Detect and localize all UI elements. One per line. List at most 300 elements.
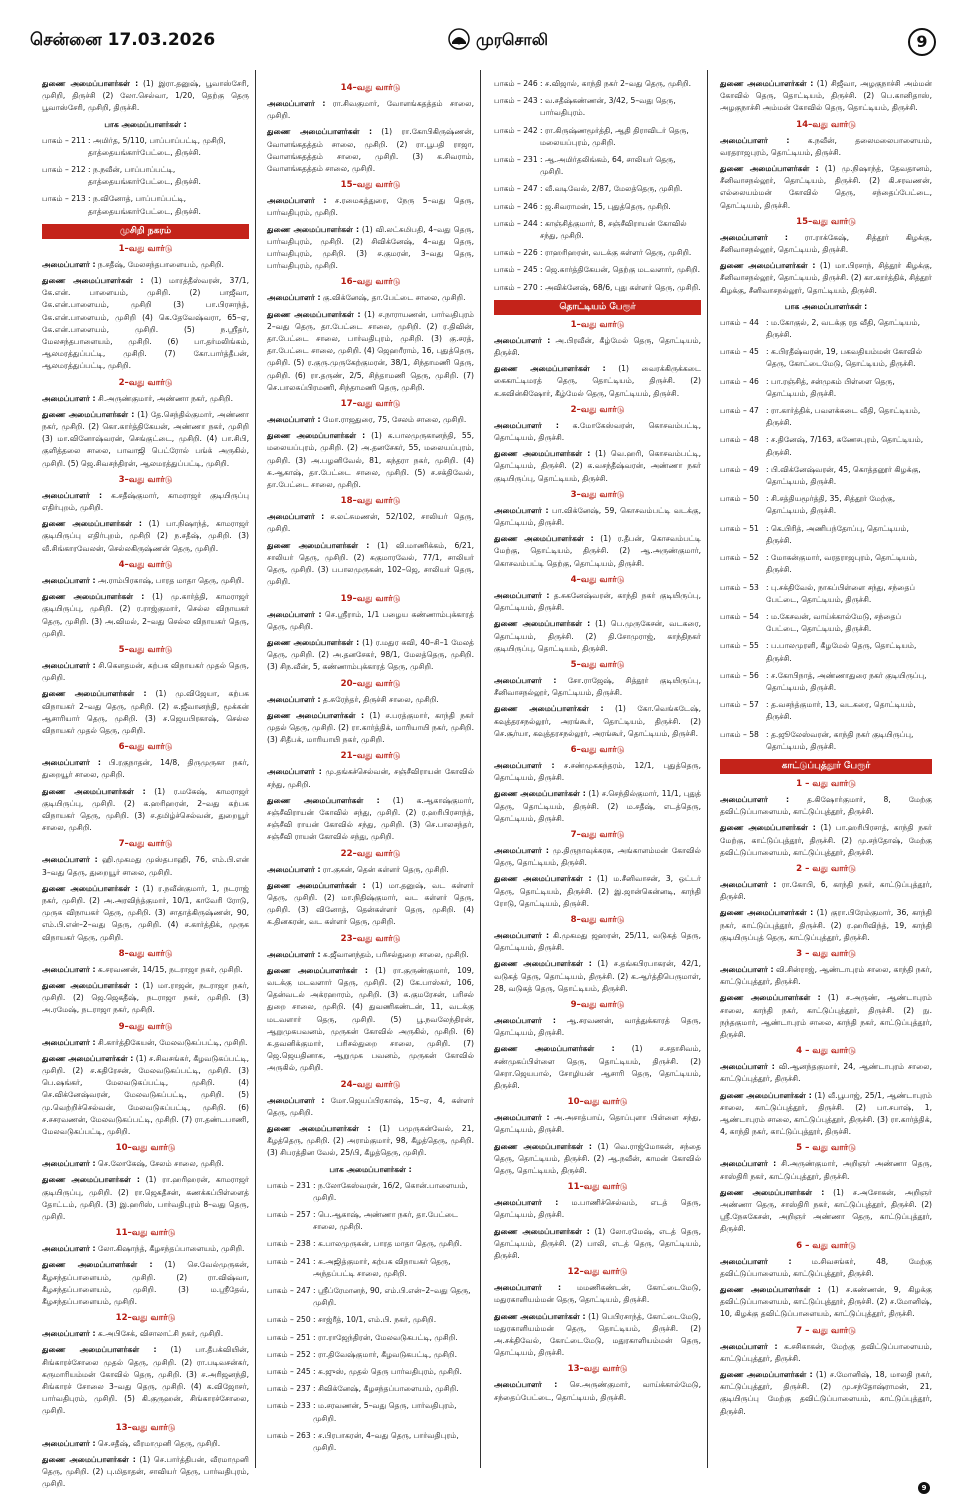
member-text: (1) க.பாலமுருகானந்தி, 55, மலையப்புரம், முசிறி. (2) அ.தனசேகர், 55, மலையப்புரம், முசிறி. (3) அ.பழனிவேல், 81, கந்தரா நகர், முசிறி. (4) சு.ஆகாஷ், தா.பேட்டை சாலை, முசிறி. (5) ச.சக்திவேல், தா.பேட்டை சாலை, முசிறி. xyxy=(267,431,474,490)
booth-row xyxy=(720,640,932,664)
member-paragraph xyxy=(267,309,474,394)
member-paragraph xyxy=(494,1282,701,1306)
role-label: துணை அமைப்பாளர்கள் : xyxy=(42,883,138,893)
member-paragraph xyxy=(267,880,474,929)
role-label: அமைப்பாளர் : xyxy=(494,675,557,685)
member-text: (1) மு.கார்த்தி, காமராஜர் குடியிருப்பு, முசிறி. (2) ர.ராஜ்குமார், செல்ல விநாயகர் தெரு, முசிறி. (3) அ.விமல், 2–வது செல்ல விநாயகர் தெரு, முசிறி. xyxy=(42,592,249,638)
ward-heading: 24–வது வார்டு xyxy=(340,1079,401,1090)
member-paragraph xyxy=(267,540,474,589)
member-paragraph xyxy=(720,1284,932,1321)
role-label: துணை அமைப்பாளர்கள் : xyxy=(42,1053,134,1063)
ward-heading: 1 – வது வார்டு xyxy=(796,778,856,789)
ward-heading: 12–வது வார்டு xyxy=(567,1267,628,1278)
member-text: ரா.சிவகுமார், வோளங்கதத்தம் சாலை, முசிறி. xyxy=(267,99,475,121)
member-text: அ.பிரவீன், கீழ்மேல் தெரு, தொட்டியம், திருச்சி. xyxy=(494,335,701,358)
booth-number: பாகம் – 46 xyxy=(720,376,759,386)
member-paragraph xyxy=(42,259,249,271)
member-text: கி.முகமது ஜஹரன், 25/11, வடுகத் தெரு, தொட்டியம், திருச்சி. xyxy=(494,930,701,953)
member-text: லோ.கிஷாந்த், கீழசந்தப்பாளையம், முசிறி. xyxy=(95,1244,245,1254)
booth-number: பாகம் – 263 xyxy=(267,1430,311,1440)
ward-heading: 9–வது வார்டு xyxy=(570,999,625,1010)
role-label: அமைப்பாளர் : xyxy=(267,512,325,522)
section-banner: காட்டுப்புத்தூர் பேரூர் xyxy=(720,759,932,774)
member-text: (1) பா.தீபக்வியின், சிங்காரச்சோலை முதல் தெரு, முசிறி. (2) ரா.படிவசன்கர், கருமாரியம்மன் கோவில் தெரு, முசிறி. (3) ச.அரிஜனந்தி, சிங்காரச் சோலை 3–வது தெரு, முசிறி. (4) க.விஜோசர், பார்வதிபுரம், முசிறி. (5) கி.குருஹன், சிங்காரச்சோலை, முசிறி. xyxy=(42,1345,249,1416)
booth-detail: : ம.சரவணன், 5–வது தெரு, பார்வதிபுரம், முசிறி. xyxy=(313,1401,457,1423)
member-paragraph xyxy=(494,533,701,570)
booth-detail: : ரா.கார்த்திக், பவளக்கடை வீதி, தொட்டியம், திருச்சி. xyxy=(766,406,921,428)
member-text: (1) ச.பரத்குமார், காந்தி நகர் முதல் தெரு, முசிறி. (2) ரா.கார்த்திக், மாரியாயி நகர், முசிறி. (3) சிதீபக், மாரியாயி நகர், முசிறி. xyxy=(267,710,474,745)
booth-row xyxy=(720,317,932,341)
role-label: துணை அமைப்பாளர்கள் : xyxy=(720,823,816,833)
member-text: ச.ரமைகத்துரை, நேரு 5–வது தெரு, பார்வதிபுரம், முசிறி. xyxy=(267,196,474,218)
member-paragraph xyxy=(494,363,701,400)
member-paragraph xyxy=(267,766,474,790)
ward-heading: 12–வது வார்டு xyxy=(115,1313,176,1324)
member-paragraph xyxy=(494,505,701,529)
member-paragraph xyxy=(42,575,249,587)
member-text: (1) ச.சிவசங்கர், கீழவடுகப்பட்டி, முசிறி. (2) ச.கதிரேசன், மேலவடுகப்பட்டி, முசிறி. (3) பெ.ஷங்கர், மேலவடுகப்பட்டி, முசிறி. (4) செ.விக்னேஷ்வரன், மேலவடுகப்பட்டி, முசிறி. (5) மு.வெற்றிச்செல்வன், மேலவடுகப்பட்டி, முசிறி. (6) ச.சசரவணன், மேலவடுகப்பட்டி, முசிறி. (7) ரா.தண்டபாணி, மேலவடுகப்பட்டி, முசிறி. xyxy=(42,1053,250,1136)
role-label: துணை அமைப்பாளர்கள் : xyxy=(42,1345,157,1355)
booth-number: பாகம் – 44 xyxy=(720,317,759,327)
role-label: துணை அமைப்பாளர்கள் : xyxy=(494,1044,615,1054)
member-paragraph xyxy=(42,980,249,1017)
booth-detail: : அவிக்னேஷ், 68/6, புது கள்ளர் தெரு, முசிறி. xyxy=(540,282,701,292)
member-paragraph xyxy=(720,992,932,1041)
member-paragraph xyxy=(494,930,701,954)
member-paragraph xyxy=(267,430,474,491)
member-text: ம.பாணிச்செல்வம், எடத் தெரு, தொட்டியம், திருச்சி. xyxy=(494,1198,701,1220)
booth-row xyxy=(267,1180,474,1204)
member-paragraph xyxy=(494,1379,701,1403)
member-text: ஹி.முகமது முஸ்தபாஹி, 76, எம்.பி.என் 3–வது தெரு, துறையூர் சாலை, முசிறி. xyxy=(42,855,249,877)
member-paragraph xyxy=(494,335,701,359)
member-paragraph xyxy=(494,618,701,655)
role-label: அமைப்பாளர் : xyxy=(720,964,774,974)
ward-heading: 10–வது வார்டு xyxy=(115,1143,176,1154)
booth-number: பாகம் – 244 xyxy=(494,218,538,228)
member-text: (1) சிஜீவா, அழகுநாச்சி அம்மன் கோவில் தெரு, தொட்டியம், திருச்சி. (2) பெ.கானிதாஸ், அழகுநாச்சி அம்மன் கோவில் தெரு, தொட்டியம், திருச்சி. xyxy=(720,79,932,113)
member-paragraph xyxy=(42,591,249,640)
ward-heading: 3 – வது வார்டு xyxy=(796,948,856,959)
member-paragraph xyxy=(267,864,474,876)
member-paragraph xyxy=(494,1226,701,1263)
booth-number: பாகம் – 243 xyxy=(494,96,538,106)
booth-detail: : ரா.ராஜேந்திரன், மேலவடுகபட்டி, முசிறி. xyxy=(313,1332,458,1342)
member-paragraph xyxy=(720,964,932,988)
role-label: அமைப்பாளர் : xyxy=(42,575,96,585)
member-paragraph xyxy=(720,232,932,256)
role-label: அமைப்பாளர் : xyxy=(267,767,322,777)
ward-heading: 22–வது வார்டு xyxy=(340,848,401,859)
role-label: அமைப்பாளர் : xyxy=(720,1062,775,1072)
member-paragraph xyxy=(267,949,474,961)
ward-heading: 9–வது வார்டு xyxy=(118,1021,173,1032)
booth-detail: : சு.ஜுஸ், முதல் தெரு பார்வதிபுரம், முசிறி. xyxy=(313,1367,462,1377)
rising-sun-logo-icon xyxy=(448,28,470,50)
role-label: அமைப்பாளர் : xyxy=(267,694,321,704)
newspaper-name: முரசொலி xyxy=(476,30,548,49)
member-text: (1) பெ.முருகேசன், வடகரை, தொட்டியம், திருச்சி. (2) தி.சோமுராஜ், காந்திநகர் குடியிருப்பு, தொட்டியம், திருச்சி. xyxy=(494,619,701,653)
page-number-badge: 9 xyxy=(908,28,936,56)
booth-number: பாகம் – 233 xyxy=(267,1401,311,1411)
member-text: (1) ர.தீபன், கொசவம்பட்டி மேற்கு, தொட்டியம், திருச்சி. (2) ஆ.அருண்குமார், கொசவம்பட்டி தெற்கு, தொட்டியம், திருச்சி. xyxy=(494,534,701,568)
member-paragraph xyxy=(42,1243,249,1255)
role-label: துணை அமைப்பாளர்கள் : xyxy=(494,534,594,544)
member-paragraph xyxy=(720,78,932,115)
role-label: அமைப்பாளர் : xyxy=(720,1341,778,1351)
booth-number: பாகம் – 246 xyxy=(494,79,538,88)
member-text: (1) ரா.ஹரிஹரன், காமராஜர் குடியிருப்பு, முசிறி. (2) ரா.ஜெகதீசன், கணக்கப்பிள்ளைத் தோட்டம், முசிறி. (3) இ.ஹரிஸ், பார்வதிபுரம் 8–வது தெரு, முசிறி. xyxy=(42,1175,249,1222)
ward-heading: 8–வது வார்டு xyxy=(570,914,625,925)
ward-heading: 10–வது வார்டு xyxy=(567,1097,628,1108)
member-paragraph xyxy=(267,710,474,747)
role-label: துணை அமைப்பாளர்கள் : xyxy=(267,1124,371,1133)
booth-number: பாகம் – 247 xyxy=(267,1286,311,1296)
role-label: துணை அமைப்பாளர்கள் : xyxy=(267,637,360,647)
booth-row xyxy=(267,1256,474,1280)
booth-row xyxy=(267,1430,474,1454)
booth-row xyxy=(720,405,932,429)
member-paragraph xyxy=(267,292,474,304)
member-paragraph xyxy=(267,195,474,219)
booth-number: பாகம் – 213 xyxy=(42,194,86,204)
ward-heading: 13–வது வார்டு xyxy=(115,1422,176,1433)
member-paragraph xyxy=(42,757,249,781)
role-label: துணை அமைப்பாளர்கள் : xyxy=(42,519,142,529)
sub-heading: பாக அமைப்பாளர்கள் : xyxy=(784,301,868,311)
booth-detail: : கெ.பிரித், அணிபந்தோப்பு, தொட்டியம், திருச்சி. xyxy=(766,523,909,545)
booth-detail: : சிவிக்னேஷ், கீழசந்தப்பாளையம், முசிறி. xyxy=(313,1384,459,1394)
member-paragraph xyxy=(267,126,474,175)
booth-row xyxy=(267,1383,474,1395)
member-paragraph xyxy=(42,854,249,878)
ward-heading: 2 – வது வார்டு xyxy=(796,863,856,874)
role-label: அமைப்பாளர் : xyxy=(494,420,559,430)
role-label: அமைப்பாளர் : xyxy=(494,1113,550,1123)
member-text: (1) பா.நிஷாந்த், காமராஜர் குடியிருப்பு எதிர்புறம், முசிறி (2) ந.சதீஷ், முசிறி. (3) வீ.சிங்காரவேலன், செல்லகிருஷ்ணன் தெரு, முசிறி. xyxy=(42,519,249,553)
member-text: கு.விக்னேஷ், தா.பேட்டை சாலை, முசிறி. xyxy=(320,293,466,303)
role-label: துணை அமைப்பாளர்கள் : xyxy=(720,1187,825,1197)
member-text: (1) வீ.பூபாஜ், 25/1, ஆண்டாபுரம் சாலை, காட்டுப்புத்தூர், திருச்சி. (2) பா.சபாஷ், 1, ஆண்டாபுரம் சாலை, காட்டுப்புத்தூர், திருச்சி. (3) ரா.கார்த்திக், 4, காந்தி நகர், காட்டுப்புத்தூர், திருச்சி. xyxy=(720,1090,933,1137)
column-3 xyxy=(488,70,708,1468)
member-paragraph xyxy=(42,518,249,555)
ward-heading: 6–வது வார்டு xyxy=(570,744,625,755)
member-paragraph xyxy=(42,490,249,514)
member-text: செ.ஸ்ரீராம், 1/1 பழைய கண்ணாம்புக்காரத் தெரு, முசிறி. xyxy=(267,609,474,631)
ward-heading: 14–வது வார்டு xyxy=(796,119,856,130)
ward-heading: 1–வது வார்டு xyxy=(118,243,173,254)
member-text: (1) மு.நிஷாந்த், தேவதானம், சீனிவாசநல்லூர், தொட்டியம், திருச்சி. (2) கி.சரவணன், எல்லையம்மன் கோவில் தெரு, சந்தைப்பேட்டை, தொட்டியம், திருச்சி. xyxy=(720,164,932,210)
role-label: அமைப்பாளர் : xyxy=(42,490,103,500)
member-paragraph xyxy=(42,1174,249,1223)
booth-detail: : வீ.வடிவேல், 2/87, மேலத்தெரு, முசிறி. xyxy=(540,184,683,194)
member-paragraph xyxy=(720,879,932,903)
role-label: அமைப்பாளர் : xyxy=(42,259,96,269)
role-label: அமைப்பாளர் : xyxy=(720,135,790,145)
booth-row xyxy=(267,1314,474,1326)
member-paragraph xyxy=(42,786,249,835)
member-paragraph xyxy=(42,1259,249,1308)
booth-detail: : த.வசந்த்குமார், 13, வடகரை, தொட்டியம், திருச்சி. xyxy=(766,700,916,722)
booth-detail: : ப.பாலமுரளி, கீழமேல் தெரு, தொட்டியம், திருச்சி. xyxy=(766,641,917,663)
member-paragraph xyxy=(267,694,474,706)
role-label: அமைப்பாளர் : xyxy=(267,864,321,874)
booth-detail: : ம.கோகுல், 2, வடக்கு ரத வீதி, தொட்டியம், திருச்சி. xyxy=(766,317,921,340)
member-text: சி.அருண்குமார், அறிஞர் அண்ணா தெரு, சாஸ்திரி நகர், காட்டுப்புத்தூர், திருச்சி. xyxy=(720,1159,932,1181)
member-paragraph xyxy=(494,675,701,699)
booth-number: பாகம் – 47 xyxy=(720,406,759,416)
booth-row xyxy=(720,376,932,400)
member-paragraph xyxy=(720,1090,932,1139)
booth-row xyxy=(42,164,249,188)
member-text: க.மோகேஸ்வரன், கொசவம்பட்டி, தொட்டியம், திருச்சி. xyxy=(494,420,701,443)
member-paragraph xyxy=(494,1141,701,1178)
member-paragraph xyxy=(720,1061,932,1085)
ward-heading: 7–வது வார்டு xyxy=(118,839,173,850)
member-text: சு.ஜீவானந்தம், பரிசல்துறை சாலை, முசிறி. xyxy=(320,949,469,959)
role-label: துணை அமைப்பாளர்கள் : xyxy=(267,431,366,441)
booth-row xyxy=(720,552,932,576)
role-label: துணை அமைப்பாளர்கள் : xyxy=(494,704,604,714)
ward-heading: 7–வது வார்டு xyxy=(570,829,625,840)
booth-detail: : வ.சதீஷ்கண்ணன், 3/42, 5–வது தெரு, பார்வதிபுரம். xyxy=(540,96,676,118)
booth-number: பாகம் – 45 xyxy=(720,347,759,357)
role-label: துணை அமைப்பாளர்கள் : xyxy=(720,1370,813,1380)
column-1 xyxy=(36,70,256,1489)
member-paragraph xyxy=(494,1043,701,1092)
member-text: (1) வி.லட்சுமிபதி, 4–வது தெரு, பார்வதிபுரம், முசிறி. (2) சிவிக்னேஷ், 4–வது தெரு, பார்வதிபுரம், முசிறி. (3) ச.குமரன், 3–வது தெரு, பார்வதிபுரம், முசிறி. xyxy=(267,224,474,271)
booth-number: பாகம் – 211 xyxy=(42,135,86,145)
member-text: (1) மா.தனுஷ், வட கள்ளர் தெரு, முசிறி. (2) மா.நிதிஷ்குமார், வட கள்ளர் தெரு, முசிறி. (3) வினோத், தென்கள்ளர் தெரு, முசிறி. (4) க.தினகரன், வட கள்ளர் தெரு, முசிறி. xyxy=(267,880,475,927)
role-label: துணை அமைப்பாளர்கள் : xyxy=(720,1090,812,1100)
member-text: (1) ச.அசோகன், அறிஞர் அண்ணா தெரு, சாஸ்திரி நகர், காட்டுப்புத்தூர், திருச்சி. (2) ஸ்ரீ.நேசுகேசன், அறிஞர் அண்ணா தெரு, காட்டுப்புத்தூர், திருச்சி. xyxy=(720,1187,932,1234)
ward-heading: 19–வது வார்டு xyxy=(340,593,401,604)
member-paragraph xyxy=(494,845,701,869)
booth-row xyxy=(494,154,701,178)
booth-detail: : மோகன்குமார், வரதராஜபுரம், தொட்டியம், திருச்சி. xyxy=(766,553,918,575)
member-paragraph xyxy=(42,78,249,115)
member-text: க.சரவணன், 14/15, நடராஜா நகர், முசிறி. xyxy=(95,964,243,974)
member-text: க.நவீன், தலைமலைபாளையம், வரதராஜபுரம், தொட்டியம், திருச்சி. xyxy=(720,135,932,157)
booth-row xyxy=(494,264,701,276)
member-paragraph xyxy=(720,260,932,297)
member-text: (1) குரா.பிரேம்குமார், 36, காந்தி நகர், காட்டுப்புத்தூர், திருச்சி. (2) ர.ஹரிவிந்த், 19, காந்தி குடியிருப்புத் தெரு, காட்டுப்புத்தூர், திருச்சி. xyxy=(720,908,932,942)
role-label: அமைப்பாளர் : xyxy=(720,232,788,242)
member-paragraph xyxy=(267,609,474,633)
booth-number: பாகம் – 49 xyxy=(720,464,759,474)
member-paragraph xyxy=(494,420,701,444)
member-paragraph xyxy=(720,163,932,212)
booth-number: பாகம் – 246 xyxy=(494,201,538,211)
role-label: துணை அமைப்பாளர்கள் : xyxy=(494,959,592,969)
member-text: ந.சதீஷ், மேலசந்தபாளையம், முசிறி. xyxy=(95,259,224,269)
member-text: ரா.கோபி, 6, காந்தி நகர், காட்டுப்புத்தூர், திருச்சி. xyxy=(720,879,932,902)
role-label: துணை அமைப்பாளர்கள் : xyxy=(42,1260,153,1270)
role-label: துணை அமைப்பாளர்கள் : xyxy=(720,261,816,271)
member-paragraph xyxy=(494,788,701,825)
role-label: அமைப்பாளர் : xyxy=(42,393,96,403)
member-text: ரா.ராக்கேஷ், சித்தூர் கிழக்கு, சீனிவாசநல்லூர், தொட்டியம், திருச்சி. xyxy=(720,232,933,255)
member-text: சோ.ராஜேஷ், சித்தூர் குடியிருப்பு, சீனிவாசநல்லூர், தொட்டியம், திருச்சி. xyxy=(494,675,701,698)
role-label: துணை அமைப்பாளர்கள் : xyxy=(494,874,592,884)
member-paragraph xyxy=(720,1187,932,1236)
member-text: (1) வைரக்கிருக்கடை கைகாட்டிமரத் தெரு, தொட்டியம், திருச்சி. (2) க.கவின்கிஷோர், கீழ்மேல் தெரு, தொட்டியம், திருச்சி. xyxy=(494,364,701,398)
ward-heading: 7 – வது வார்டு xyxy=(796,1325,856,1336)
member-text: (1) செ.பார்த்திபன், வீரமாமுனி தெரு, முசிறி. (2) பு.மிதாதன், சாவியர் தெரு, பார்வதிபுரம், முசிறி. xyxy=(42,1454,249,1489)
booth-detail: : அமிர்த, 5/110, பாப்பாப்பட்டி, முசிறி, தாத்தையங்கார்பேட்டை, திருச்சி. xyxy=(88,135,226,157)
booth-detail: : பெ.ஆகாஷ், அண்ணா நகர், தா.பேட்டை சாலை, முசிறி. xyxy=(313,1210,459,1232)
member-paragraph xyxy=(42,1158,249,1170)
booth-number: பாகம் – 53 xyxy=(720,582,759,592)
member-text: த.சுகனேஷ்வரன், காந்தி நகர் குடியிருப்பு, தொட்டியம், திருச்சி. xyxy=(494,590,701,613)
booth-detail: : சாஜ்ரீத், 10/1, எம்.பி. நகர், முசிறி. xyxy=(313,1315,437,1325)
ward-heading: 2–வது வார்டு xyxy=(118,377,173,388)
role-label: துணை அமைப்பாளர்கள் : xyxy=(267,795,380,805)
booth-number: பாகம் – 245 xyxy=(267,1367,311,1377)
member-paragraph xyxy=(267,224,474,273)
ward-heading: 18–வது வார்டு xyxy=(340,496,401,507)
booth-number: பாகம் – 58 xyxy=(720,729,759,739)
role-label: அமைப்பாளர் : xyxy=(42,1244,96,1254)
role-label: அமைப்பாளர் : xyxy=(267,293,321,303)
booth-detail: : ச.கோபிநாத், அண்ணாதுரை நகர் குடியிருப்பு, தொட்டியம், திருச்சி. xyxy=(766,670,927,692)
member-paragraph xyxy=(267,965,474,1075)
booth-number: பாகம் – 231 xyxy=(494,155,538,165)
role-label: துணை அமைப்பாளர்கள் : xyxy=(42,1454,136,1464)
member-text: (1) க.ஆகாஷ்குமார், சஞ்சீவிராயன் கோவில் சந்து, முசிறி. (2) ர.ஹரிபிரசாந்த், சஞ்சீவி ராயன் கோவில் சந்து, முசிறி. (3) செ.பாலசந்தர், சஞ்சீவி ராயன் கோவில் சந்து, முசிறி. xyxy=(267,795,474,842)
role-label: துணை அமைப்பாளர்கள் : xyxy=(494,1141,592,1151)
member-paragraph xyxy=(494,760,701,784)
booth-number: பாகம் – 50 xyxy=(720,494,759,504)
booth-detail: : க.பிரதீஷ்வரன், 19, பகவதியம்மன் கோவில் தெரு, கோட்டைமேடு, தொட்டியம், திருச்சி. xyxy=(766,347,923,369)
booth-detail: : பு.சக்திவேல், நாகப்பிள்ளை சந்து, சந்தைப் பேட்டை, தொட்டியம், திருச்சி. xyxy=(766,582,916,604)
booth-detail: : ஜெ.கார்த்திகேயன், தெற்கு மடவளார், முசிறி. xyxy=(540,265,701,275)
member-text: (1) தே.செந்தில்குமார், அண்ணா நகர், முசிறி. (2) கொ.கார்த்திகேயன், அண்ணா நகர், முசிறி (3) மா.வினோஷ்வரன், செங்குட்டை, முசிறி. (4) பா.சிபி, குளித்தலை சாலை, பாவாஜி பெட்ரோல் பங்க் அருகில், முசிறி. (5) ஜெ.சிவசந்திரன், ஆலமரத்துப்பட்டி, முசிறி. xyxy=(42,409,249,468)
booth-row xyxy=(720,729,932,753)
booth-number: பாகம் – 55 xyxy=(720,641,759,651)
ward-heading: 15–வது வார்டு xyxy=(340,180,401,191)
member-text: செ.லோகேஷ், சேலம் சாலை, முசிறி. xyxy=(95,1159,224,1169)
member-paragraph xyxy=(720,907,932,944)
ward-heading: 3–வது வார்டு xyxy=(570,489,625,500)
role-label: துணை அமைப்பாளர்கள் : xyxy=(267,880,366,890)
member-text: (1) இரா.தனுஷ், பூவாஸ்சேரி, முசிறி, திருச்சி (2) லோ.செல்வா, 1/20, தெற்கு தெரு பூவாஸ்சேரி, முசிறி, திருச்சி. xyxy=(42,79,249,113)
booth-number: பாகம் – 231 xyxy=(267,1180,311,1190)
member-paragraph xyxy=(267,511,474,535)
member-text: (1) வி.மாணிக்கம், 6/21, சாலியர் தெரு, முசிறி. (2) சுகுமாரவேல், 77/1, சாலியர் தெரு, முசிறி. (3) பபாலமுருகன், 102–ஜெ, சாலியர் தெரு, முசிறி. xyxy=(267,540,474,587)
member-text: (1) மு.விஜேயா, கற்பக விநாயகர் 2–வது தெரு, முசிறி. (2) சு.ஜீவானந்தி, மூக்கன் ஆசாரியார் தெரு, முசிறி. (3) ச.ஜெயபிரகாஷ், செல்ல விநாயகர் முதல் தெரு, முசிறி. xyxy=(42,689,250,735)
article-columns xyxy=(36,70,938,1489)
booth-detail: : ச.விஜால், காந்தி நகர் 2–வது தெரு, முசிறி. xyxy=(540,79,692,88)
role-label: துணை அமைப்பாளர்கள் : xyxy=(42,409,135,419)
booth-row xyxy=(267,1238,474,1250)
role-label: அமைப்பாளர் : xyxy=(42,1159,96,1169)
booth-number: பாகம் – 250 xyxy=(267,1315,311,1325)
sub-heading: பாக அமைப்பாளர்கள் : xyxy=(329,1164,412,1174)
booth-detail: : த.ஜூலேஸ்வரன், காந்தி நகர் குடியிருப்பு, தொட்டியம், திருச்சி. xyxy=(766,729,914,751)
booth-row xyxy=(494,125,701,149)
role-label: அமைப்பாளர் : xyxy=(267,415,321,425)
member-paragraph xyxy=(42,275,249,373)
booth-number: பாகம் – 48 xyxy=(720,435,759,445)
member-text: (1) ச.கண்ணன், 9, கிழக்கு தவிட்டுப்பாளையம், காட்டுப்புத்தூர், திருச்சி. (2) ச.மோனிஷ், 10, கிழக்கு தவிட்டுப்பாளையம், காட்டுப்புத்தூர், திருச்சி. xyxy=(720,1285,932,1319)
member-text: (1) லோ.ரமேஷ், எடத் தெரு, தொட்டியம், திருச்சி. (2) பாலி, எடத் தெரு, தொட்டியம், திருச்சி. xyxy=(494,1226,701,1261)
member-paragraph xyxy=(494,1197,701,1221)
ward-heading: 5–வது வார்டு xyxy=(570,659,625,670)
member-text: வி.சின்ராஜ், ஆண்டாபுரம் சாலை, காந்தி நகர், காட்டுப்புத்தூர், திருச்சி. xyxy=(720,964,932,987)
booth-detail: : ராஹரிஹரன், வடக்கு கள்ளர் தெரு, முசிறி. xyxy=(540,248,692,258)
role-label: துணை அமைப்பாளர்கள் : xyxy=(267,540,370,550)
role-label: அமைப்பாளர் : xyxy=(494,1015,556,1025)
role-label: துணை அமைப்பாளர்கள் : xyxy=(42,786,146,796)
booth-row xyxy=(720,699,932,723)
role-label: அமைப்பாளர் : xyxy=(494,1380,558,1390)
booth-number: பாகம் – 241 xyxy=(267,1256,311,1266)
role-label: துணை அமைப்பாளர்கள் : xyxy=(42,689,147,699)
booth-row xyxy=(494,183,701,195)
booth-detail: : ஸ்ரீப்ரேமானந், 90, எம்.பி.என்–2–வது தெரு, முசிறி. xyxy=(313,1286,471,1308)
booth-row xyxy=(720,582,932,606)
role-label: அமைப்பாளர் : xyxy=(267,609,322,619)
member-paragraph xyxy=(267,795,474,844)
role-label: அமைப்பாளர் : xyxy=(720,794,790,804)
booth-row xyxy=(494,282,701,294)
ward-heading: 4 – வது வார்டு xyxy=(796,1046,856,1057)
role-label: துணை அமைப்பாளர்கள் : xyxy=(267,224,360,234)
ward-heading: 11–வது வார்டு xyxy=(567,1182,628,1193)
column-4 xyxy=(714,70,938,1468)
role-label: துணை அமைப்பாளர்கள் : xyxy=(494,619,591,629)
booth-row xyxy=(720,493,932,517)
role-label: அமைப்பாளர் : xyxy=(494,590,550,600)
booth-number: பாகம் – 245 xyxy=(494,265,538,275)
member-paragraph xyxy=(42,393,249,405)
booth-row xyxy=(720,346,932,370)
member-text: (1) ச.சதாசிவம், சண்முகப்பிள்ளை தெரு, தொட்டியம், திருச்சி. (2) செரா.ஜெயபால், சோழியன் ஆசாரி தெரு, தொட்டியம், திருச்சி. xyxy=(494,1044,702,1090)
member-paragraph xyxy=(494,873,701,910)
role-label: அமைப்பாளர் : xyxy=(42,1329,96,1339)
booth-number: பாகம் – 247 xyxy=(494,184,538,194)
booth-detail: : ஜ.சிவராமன், 15, புதுத்தெரு, முசிறி. xyxy=(540,201,671,211)
member-text: (1) ர.நவீன்குமார், 1, நடராஜ் நகர், முசிறி. (2) அ.அரவிந்த்குமார், 10/1, காவேரி ரோடு, முருக விநாயகர் தெரு, முசிறி. (3) சாதாத்கிருஷ்ணன், 90, எம்.பி.என்–2–வது தெரு, முசிறி. (4) ச.கார்த்திக், முருக விநாயகர் தெரு, முசிறி. xyxy=(42,883,249,942)
member-paragraph xyxy=(720,822,932,859)
member-text: (1) ரா.குருண்குமார், 109, வடக்கு மடவளார் தெரு, முசிறி. (2) கே.பாஸ்கர், 106, தென்வடல் அக்ரஹாரம், முசிறி. (3) சு.குமரேசன், பரிசல் துறை சாலை, முசிறி. (4) துவணிகண்டன், 11, வடக்கு மடவளார் தெரு, முசிறி. (5) பூ.நவலேந்திரன், ஆறுமுகபவனம், முருகன் கோவில் அருகில், முசிறி. (6) சு.தவனிக்குமார், பரிசல்துறை சாலை, முசிறி. (7) ஜெ.ஜெயதினாசு, ஆறுமுக பவனம், முருகன் கோவில் அருகில், முசிறி. xyxy=(267,965,475,1073)
member-text: பி.ரகுநாதன், 14/8, திருமுருகா நகர், துறையூர் சாலை, முசிறி. xyxy=(42,758,249,780)
booth-detail: : ரா.கிருஷ்ணமூர்த்தி, ஆதி திராவிடர் தெரு, மலையப்புரம், முசிறி. xyxy=(540,125,689,147)
role-label: அமைப்பாளர் : xyxy=(267,1095,325,1105)
booth-detail: : ந.நவீன், பாப்பாப்பட்டி, தாத்தையங்கார்பேட்டை, திருச்சி. xyxy=(88,165,201,187)
ward-heading: 5–வது வார்டு xyxy=(118,644,173,655)
booth-detail: : க.பாலமுருகன், பாரத மாதா தெரு, முசிறி. xyxy=(313,1239,463,1249)
member-paragraph xyxy=(494,703,701,740)
column-2 xyxy=(261,70,481,1468)
role-label: அமைப்பாளர் : xyxy=(42,964,96,974)
booth-row xyxy=(267,1366,474,1378)
role-label: துணை அமைப்பாளர்கள் : xyxy=(720,908,814,918)
role-label: அமைப்பாளர் : xyxy=(720,879,777,889)
member-text: மு.தங்கச்செல்வன், சஞ்சீவிராயன் கோவில் சந்து, முசிறி. xyxy=(267,767,474,789)
role-label: அமைப்பாளர் : xyxy=(494,1198,559,1208)
member-paragraph xyxy=(42,409,249,470)
ward-heading: 4–வது வார்டு xyxy=(570,574,625,585)
role-label: அமைப்பாளர் : xyxy=(494,845,549,855)
member-text: (1) வெ.ஹரி, கொசவம்பட்டி, தொட்டியம், திருச்சி. (2) க.வசந்தீஷ்வரன், அண்ணா நகர் குடியிருப்பு, தொட்டியம், திருச்சி. xyxy=(494,449,701,483)
role-label: அமைப்பாளர் : xyxy=(720,1159,777,1169)
member-text: க.அபிசேக், விசாலாட்சி நகர், முசிறி. xyxy=(95,1329,224,1339)
member-paragraph xyxy=(42,964,249,976)
role-label: அமைப்பாளர் : xyxy=(267,949,321,959)
booth-number: பாகம் – 56 xyxy=(720,670,759,680)
